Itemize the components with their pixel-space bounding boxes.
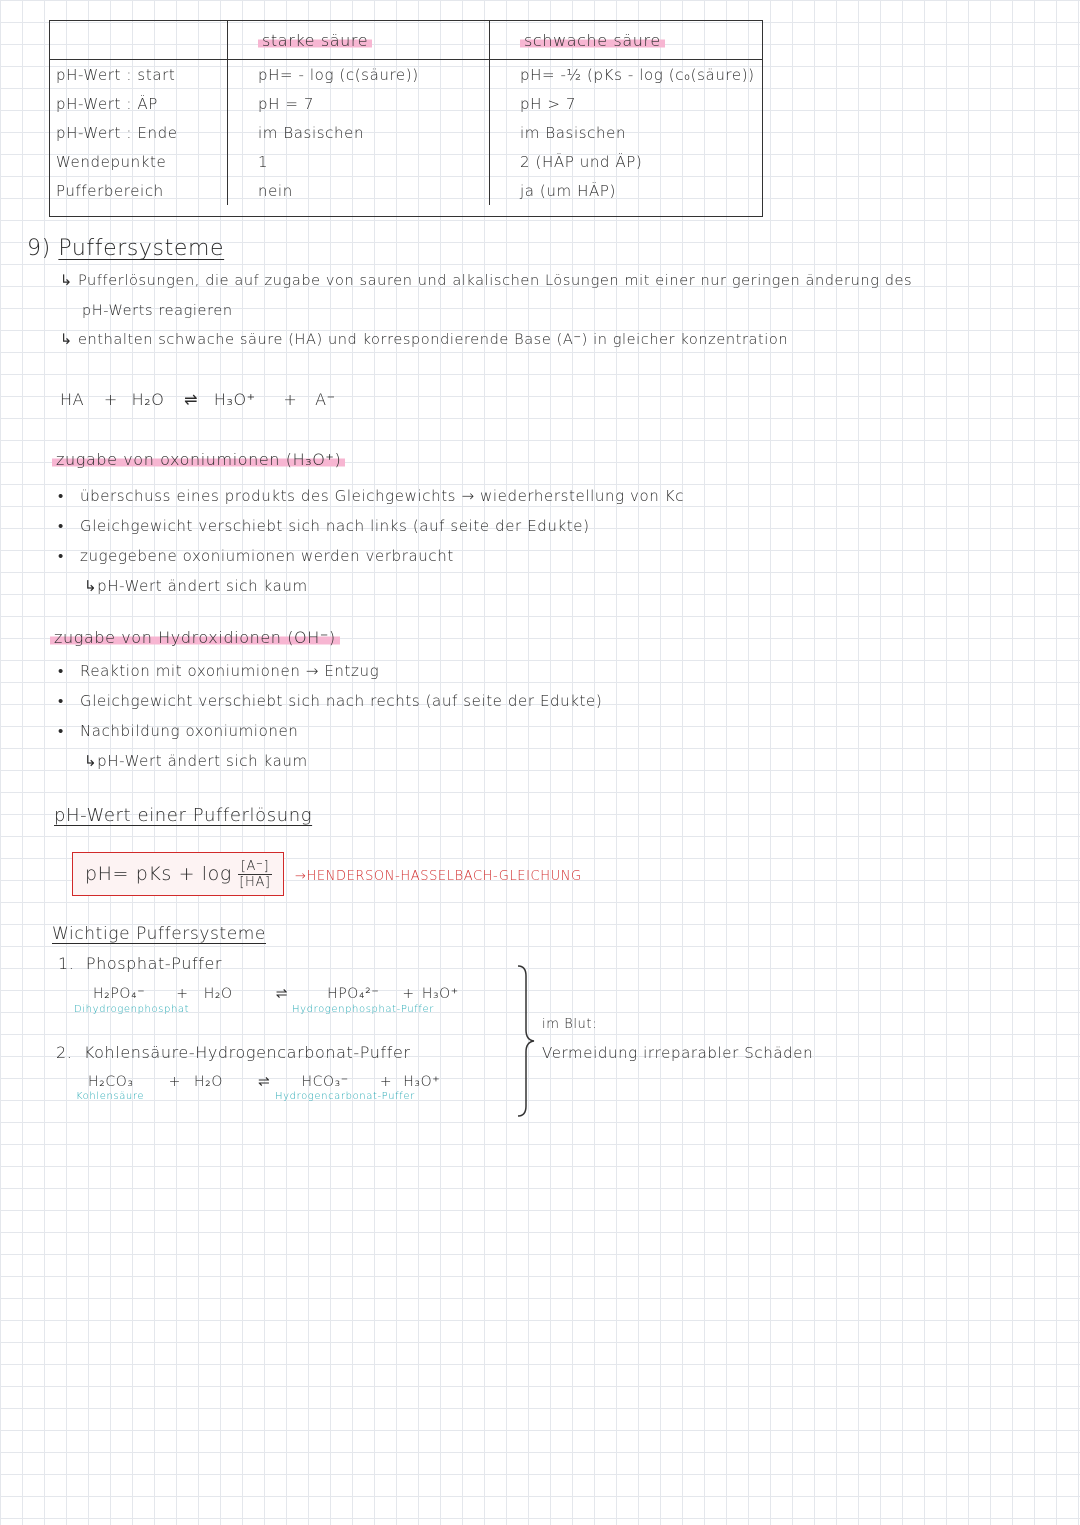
eq-base: A⁻ bbox=[315, 390, 336, 409]
bullet-text: Pufferlösungen, die auf zugabe von sauren und alkalischen Lösungen mit einer nur geringen änderung des bbox=[77, 273, 913, 289]
intro-bullet-1 bbox=[60, 273, 912, 289]
system-2-left-label: Kohlensäure bbox=[76, 1091, 145, 1102]
list-item: • Gleichgewicht verschiebt sich nach links (auf seite der Edukte) bbox=[58, 517, 590, 535]
table-cell: pH-Wert : ÄP bbox=[56, 94, 158, 113]
table-header-strong-acid: starke säure bbox=[228, 21, 490, 60]
system-1-right-label: Hydrogenphosphat-Puffer bbox=[292, 1004, 434, 1015]
list-item: • Nachbildung oxoniumionen bbox=[58, 722, 299, 740]
hydroxid-result: ↳pH-Wert ändert sich kaum bbox=[84, 752, 308, 770]
section-title: Puffersysteme bbox=[58, 236, 225, 261]
system-2-equation: H₂CO₃ + H₂O ⇌ HCO₃⁻ + H₃O⁺ bbox=[88, 1074, 441, 1090]
table-cell: Pufferbereich bbox=[56, 181, 164, 200]
henderson-label: →HENDERSON-HASSELBACH-GLEICHUNG bbox=[295, 869, 582, 884]
hydroxid-heading: zugabe von Hydroxidionen (OH⁻) bbox=[50, 628, 340, 647]
list-item: • zugegebene oxoniumionen werden verbraucht bbox=[58, 547, 454, 565]
ph-buffer-heading: pH-Wert einer Pufferlösung bbox=[54, 805, 313, 826]
system-1-title: 1. Phosphat-Puffer bbox=[58, 954, 223, 973]
arrow-icon: ↳ bbox=[60, 273, 73, 289]
table-cell: im Basischen bbox=[490, 118, 763, 147]
table-cell: pH-Wert : start bbox=[56, 65, 176, 84]
formula-numerator: [A⁻] bbox=[238, 859, 272, 875]
list-item: • Gleichgewicht verschiebt sich nach rechts (auf seite der Edukte) bbox=[58, 692, 603, 710]
list-item: • überschuss eines produkts des Gleichgewichts → wiederherstellung von Kc bbox=[58, 487, 685, 505]
important-heading: Wichtige Puffersysteme bbox=[52, 924, 266, 944]
system-2-right-label: Hydrogencarbonat-Puffer bbox=[275, 1091, 415, 1102]
curly-brace-icon bbox=[514, 964, 538, 1118]
eq-plus: + bbox=[283, 390, 298, 409]
oxonium-list bbox=[58, 481, 684, 601]
table-header-empty bbox=[50, 21, 228, 60]
henderson-formula-box bbox=[72, 852, 284, 896]
oxonium-heading: zugabe von oxoniumionen (H₃O⁺) bbox=[52, 450, 345, 469]
bullet-text: enthalten schwache säure (HA) und korrespondierende Base (A⁻) in gleicher konzentration bbox=[77, 332, 789, 348]
list-item: • Reaktion mit oxoniumionen → Entzug bbox=[58, 662, 380, 680]
table-cell: Wendepunkte bbox=[56, 152, 167, 171]
table-row bbox=[50, 89, 762, 118]
formula-fraction bbox=[238, 859, 272, 890]
system-2-title: 2. Kohlensäure-Hydrogencarbonat-Puffer bbox=[56, 1043, 411, 1062]
table-cell: pH= - log (c(säure)) bbox=[228, 60, 490, 90]
eq-ha: HA bbox=[60, 390, 85, 409]
table-cell: im Basischen bbox=[228, 118, 490, 147]
eq-oxonium: H₃O⁺ bbox=[213, 390, 256, 409]
equilibrium-equation bbox=[60, 390, 336, 409]
table-cell: pH = 7 bbox=[228, 89, 490, 118]
table-cell: ja (um HÄP) bbox=[490, 176, 763, 205]
equilibrium-arrow-icon: ⇌ bbox=[184, 390, 199, 409]
table-cell: 1 bbox=[228, 147, 490, 176]
table-cell: pH > 7 bbox=[490, 89, 763, 118]
table-row bbox=[50, 176, 762, 205]
section-number: 9) bbox=[27, 236, 51, 261]
formula-denominator: [HA] bbox=[239, 874, 271, 890]
eq-plus: + bbox=[103, 390, 118, 409]
section-heading bbox=[27, 236, 224, 261]
arrow-icon: ↳ bbox=[60, 332, 73, 348]
table-cell: pH-Wert : Ende bbox=[56, 123, 178, 142]
table-row bbox=[50, 60, 762, 90]
system-1-equation: H₂PO₄⁻ + H₂O ⇌ HPO₄²⁻ + H₃O⁺ bbox=[93, 986, 459, 1002]
table-cell: pH= -½ (pKs - log (c₀(säure)) bbox=[490, 60, 763, 90]
oxonium-result: ↳pH-Wert ändert sich kaum bbox=[84, 577, 308, 595]
table-cell: 2 (HÄP und ÄP) bbox=[490, 147, 763, 176]
equilibrium-arrow-icon: ⇌ bbox=[275, 986, 289, 1002]
table-row bbox=[50, 118, 762, 147]
blood-text: Vermeidung irreparabler Schäden bbox=[542, 1044, 814, 1062]
intro-bullet-2 bbox=[60, 332, 788, 348]
system-1-left-label: Dihydrogenphosphat bbox=[74, 1004, 190, 1015]
intro-bullet-1-cont: pH-Werts reagieren bbox=[82, 303, 233, 319]
comparison-table bbox=[49, 20, 763, 217]
eq-water: H₂O bbox=[131, 390, 165, 409]
table-header-weak-acid: schwache säure bbox=[490, 21, 763, 60]
blood-heading: im Blut: bbox=[542, 1017, 598, 1032]
formula-left: pH= pKs + log bbox=[85, 863, 232, 885]
table-header-row bbox=[50, 21, 762, 60]
hydroxid-list bbox=[58, 656, 602, 776]
table-cell: nein bbox=[228, 176, 490, 205]
table-row bbox=[50, 147, 762, 176]
equilibrium-arrow-icon: ⇌ bbox=[258, 1074, 271, 1090]
